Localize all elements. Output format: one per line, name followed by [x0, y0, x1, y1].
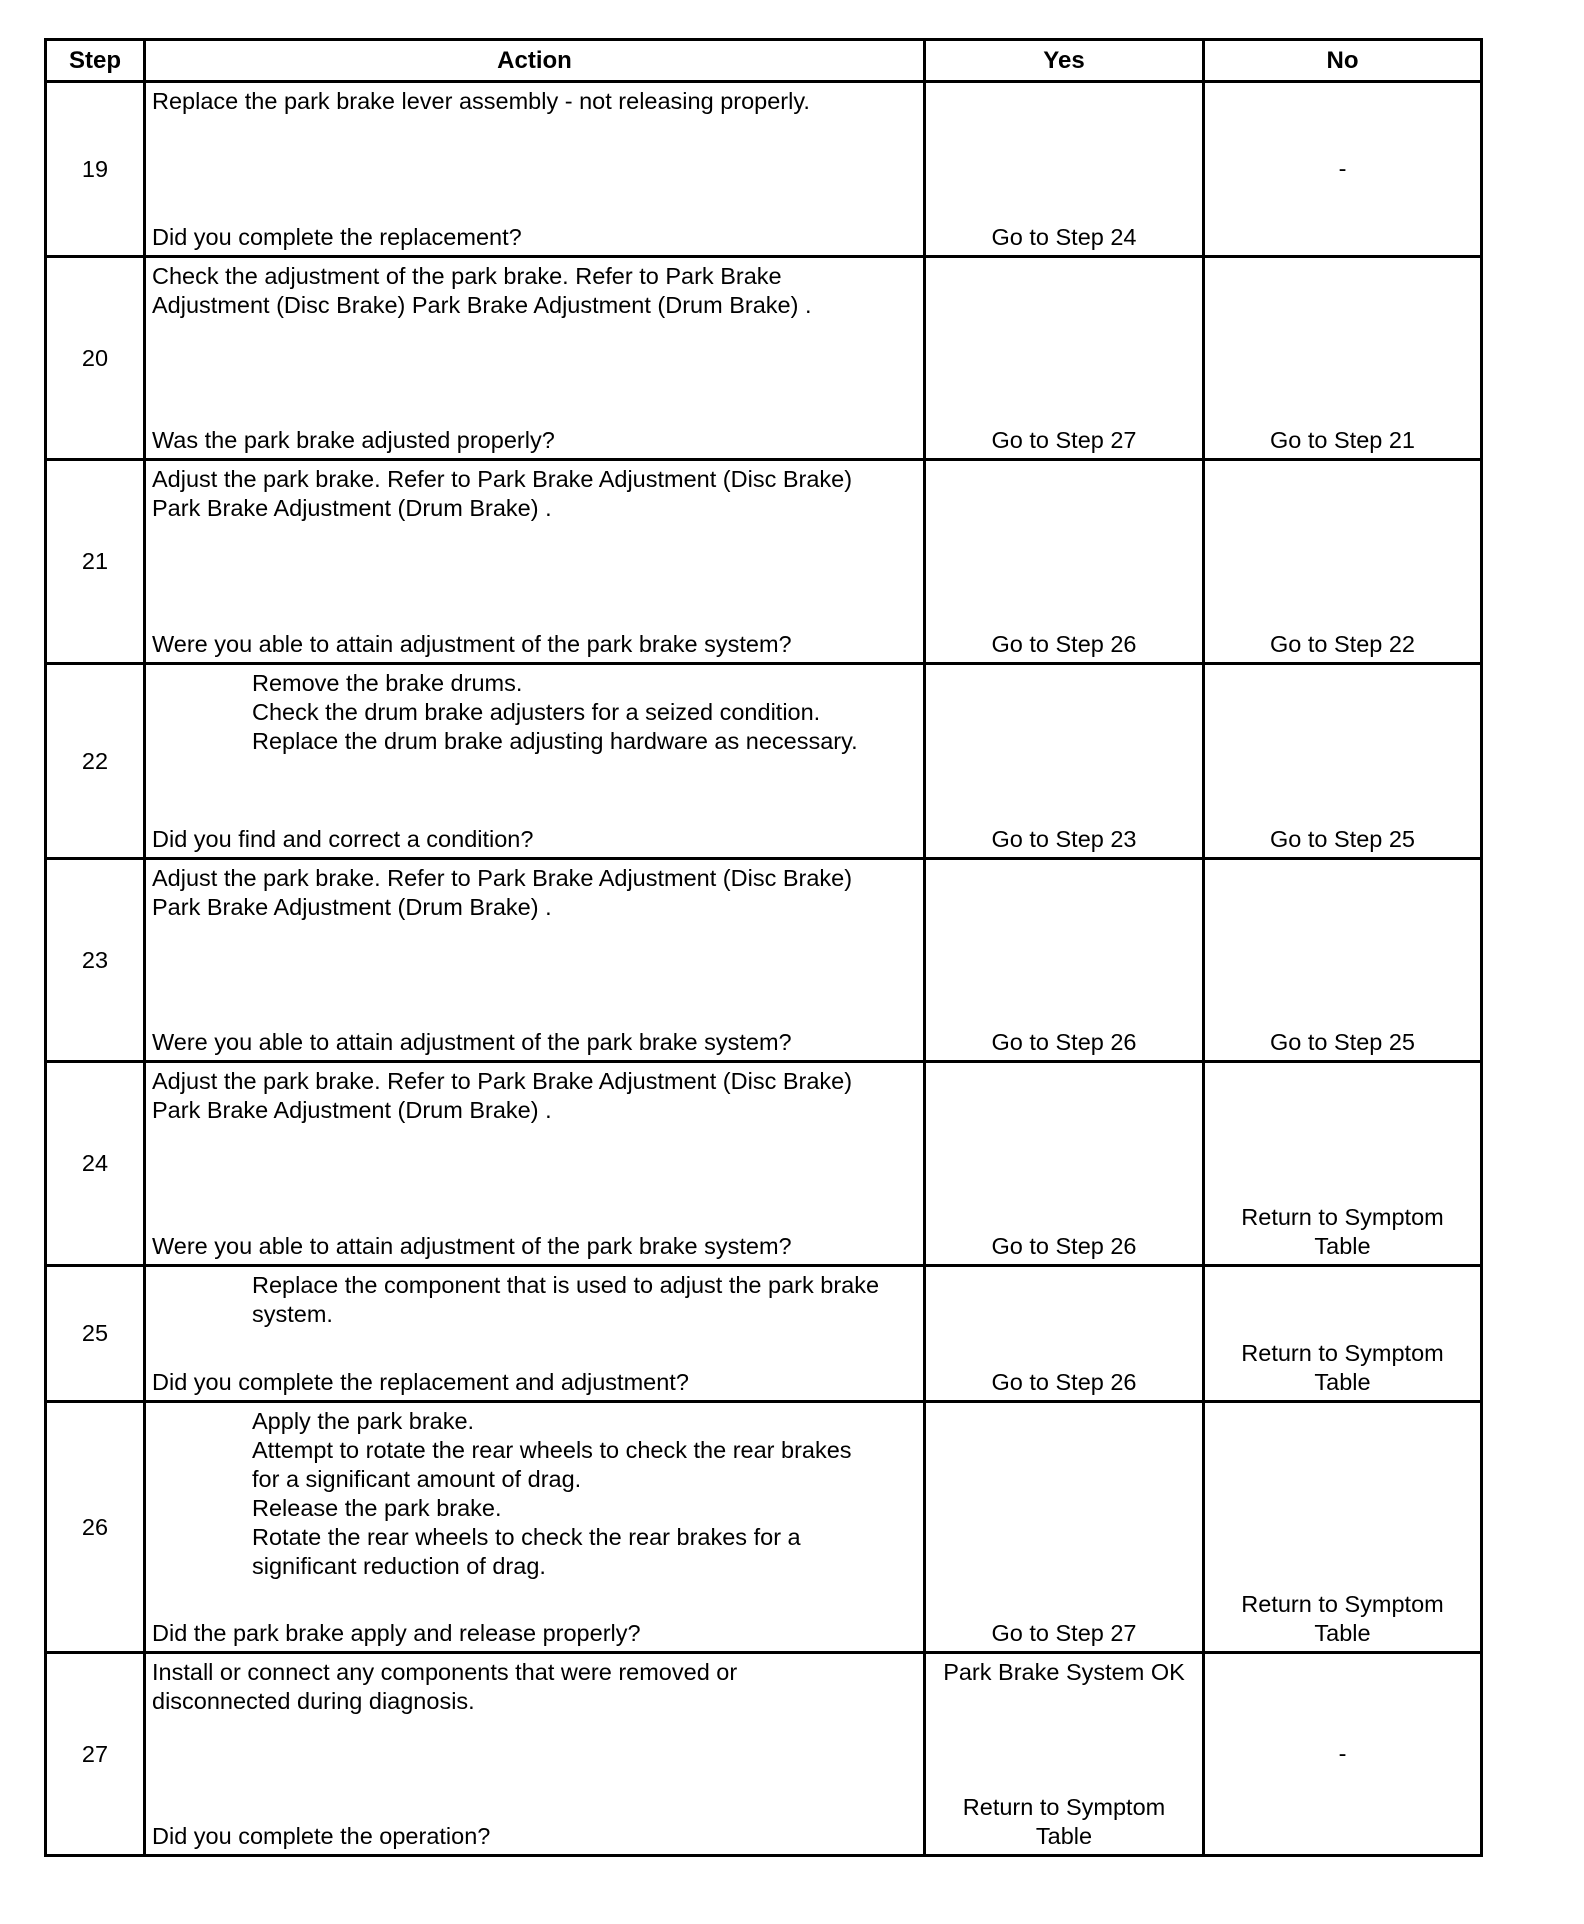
action-cell — [145, 664, 925, 859]
action-instruction: Check the adjustment of the park brake. Refer to Park Brake Adjustment (Disc Brake) Park Brake Adjustment (Drum Brake) . — [152, 263, 812, 318]
no-cell — [1204, 1653, 1482, 1856]
yes-cell — [925, 1402, 1204, 1653]
action-cell — [145, 257, 925, 460]
table-row — [46, 1062, 1482, 1266]
yes-result: Go to Step 27 — [991, 1620, 1137, 1646]
yes-cell — [925, 460, 1204, 664]
no-cell — [1204, 460, 1482, 664]
table-row — [46, 460, 1482, 664]
yes-cell — [925, 1062, 1204, 1266]
action-cell — [145, 1062, 925, 1266]
no-cell — [1204, 664, 1482, 859]
diagnostic-table — [44, 38, 1483, 1857]
yes-result-top: Park Brake System OK — [943, 1659, 1185, 1685]
no-result-dash: - — [1338, 1740, 1347, 1767]
yes-result: Go to Step 26 — [991, 1029, 1137, 1055]
yes-result: Return to Symptom Table — [962, 1794, 1166, 1849]
yes-cell — [925, 859, 1204, 1062]
step-number: 22 — [46, 664, 145, 859]
yes-cell — [925, 664, 1204, 859]
action-cell — [145, 859, 925, 1062]
action-cell — [145, 82, 925, 257]
no-result: Return to Symptom Table — [1241, 1591, 1444, 1646]
yes-result: Go to Step 23 — [991, 826, 1137, 852]
action-instruction: Replace the park brake lever assembly - not releasing properly. — [152, 88, 810, 114]
no-result: Go to Step 25 — [1269, 826, 1416, 852]
yes-cell — [925, 257, 1204, 460]
action-cell — [145, 1266, 925, 1402]
yes-result: Go to Step 26 — [991, 1233, 1137, 1259]
table-row — [46, 859, 1482, 1062]
step-number: 20 — [46, 257, 145, 460]
action-instruction: Apply the park brake. Attempt to rotate the rear wheels to check the rear brakes for a significant amount of drag. Release the park brake. Rotate the rear wheels to check the rear brakes for a significant reduction of drag. — [252, 1408, 852, 1579]
no-result-dash: - — [1338, 155, 1347, 182]
table-row — [46, 664, 1482, 859]
step-number: 24 — [46, 1062, 145, 1266]
action-cell — [145, 460, 925, 664]
action-question: Was the park brake adjusted properly? — [152, 427, 555, 453]
action-question: Were you able to attain adjustment of the park brake system? — [152, 1029, 792, 1055]
action-question: Did you complete the operation? — [152, 1823, 491, 1849]
yes-cell — [925, 1653, 1204, 1856]
header-row — [46, 40, 1482, 82]
table-row — [46, 1402, 1482, 1653]
header-step: Step — [46, 40, 145, 82]
action-question: Were you able to attain adjustment of the park brake system? — [152, 631, 792, 657]
header-action: Action — [145, 40, 925, 82]
no-cell — [1204, 257, 1482, 460]
action-cell — [145, 1653, 925, 1856]
action-instruction: Adjust the park brake. Refer to Park Brake Adjustment (Disc Brake) Park Brake Adjustment (Drum Brake) . — [152, 1068, 853, 1123]
action-question: Did you complete the replacement and adjustment? — [152, 1369, 689, 1395]
table-row — [46, 257, 1482, 460]
step-number: 25 — [46, 1266, 145, 1402]
action-question: Did the park brake apply and release properly? — [152, 1620, 641, 1646]
action-cell — [145, 1402, 925, 1653]
yes-result: Go to Step 27 — [991, 427, 1137, 453]
action-instruction: Remove the brake drums. Check the drum brake adjusters for a seized condition. Replace the drum brake adjusting hardware as necessary. — [252, 670, 858, 754]
yes-cell — [925, 82, 1204, 257]
table-row — [46, 1266, 1482, 1402]
step-number: 26 — [46, 1402, 145, 1653]
yes-cell — [925, 1266, 1204, 1402]
step-number: 19 — [46, 82, 145, 257]
no-cell — [1204, 82, 1482, 257]
action-instruction: Adjust the park brake. Refer to Park Brake Adjustment (Disc Brake) Park Brake Adjustment (Drum Brake) . — [152, 466, 853, 521]
table-row — [46, 82, 1482, 257]
yes-result: Go to Step 26 — [991, 631, 1137, 657]
action-instruction: Install or connect any components that were removed or disconnected during diagnosis. — [152, 1659, 738, 1714]
no-result: Go to Step 22 — [1269, 631, 1416, 657]
no-cell — [1204, 1266, 1482, 1402]
step-number: 21 — [46, 460, 145, 664]
step-number: 27 — [46, 1653, 145, 1856]
no-cell — [1204, 1402, 1482, 1653]
no-result: Go to Step 25 — [1269, 1029, 1416, 1055]
header-yes: Yes — [925, 40, 1204, 82]
no-result: Go to Step 21 — [1269, 427, 1416, 453]
action-question: Were you able to attain adjustment of the park brake system? — [152, 1233, 792, 1259]
no-result: Return to Symptom Table — [1241, 1340, 1444, 1395]
header-no: No — [1204, 40, 1482, 82]
action-question: Did you complete the replacement? — [152, 224, 522, 250]
no-cell — [1204, 1062, 1482, 1266]
step-number: 23 — [46, 859, 145, 1062]
no-cell — [1204, 859, 1482, 1062]
no-result: Return to Symptom Table — [1241, 1204, 1444, 1259]
yes-result: Go to Step 26 — [991, 1369, 1137, 1395]
action-question: Did you find and correct a condition? — [152, 826, 534, 852]
action-instruction: Replace the component that is used to adjust the park brake system. — [252, 1272, 880, 1327]
yes-result: Go to Step 24 — [991, 224, 1137, 250]
table-row — [46, 1653, 1482, 1856]
action-instruction: Adjust the park brake. Refer to Park Brake Adjustment (Disc Brake) Park Brake Adjustment (Drum Brake) . — [152, 865, 853, 920]
